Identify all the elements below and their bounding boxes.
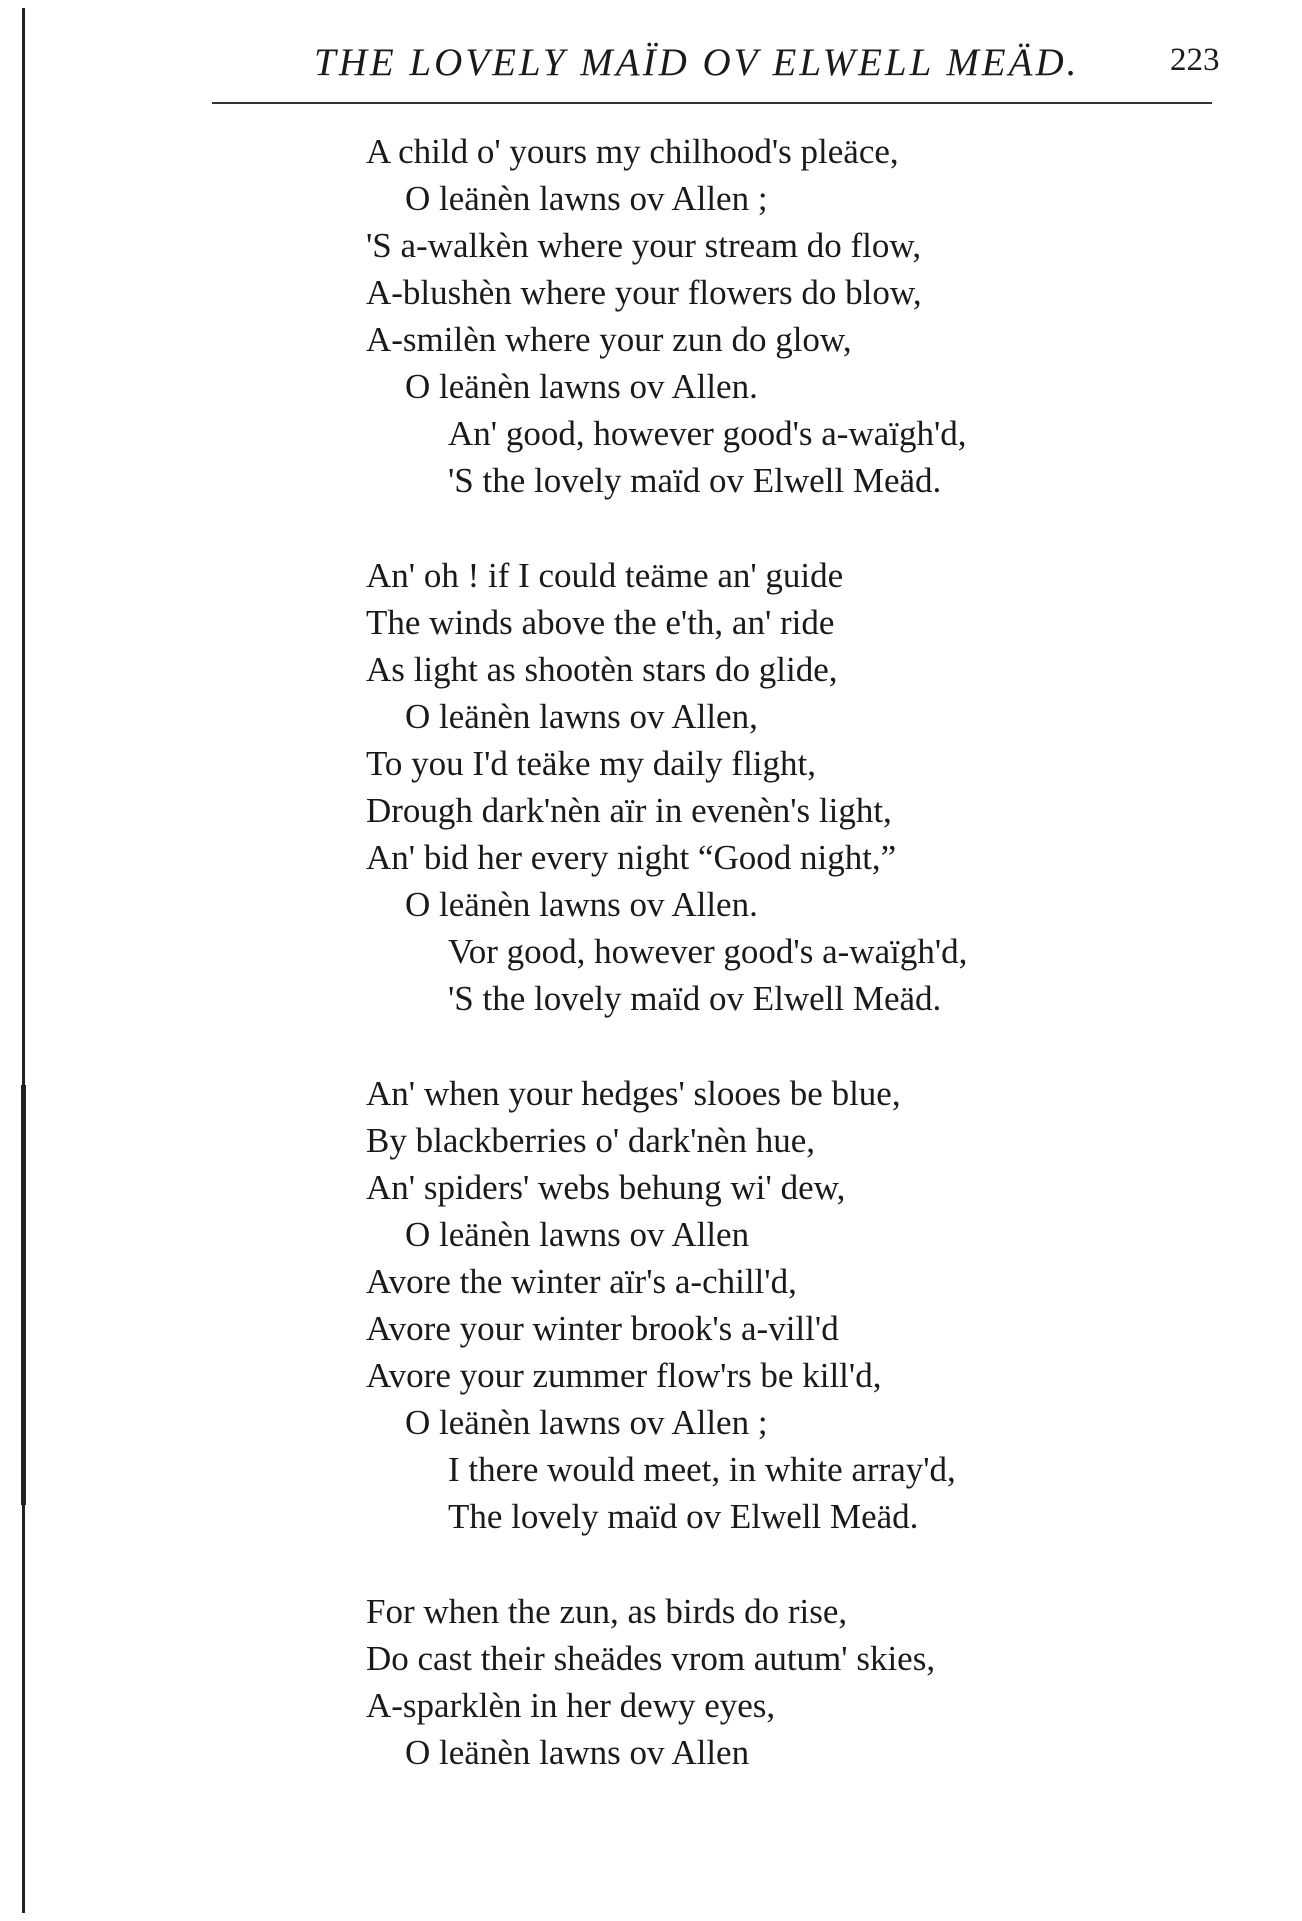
poem-line: An' bid her every night “Good night,” <box>366 838 897 877</box>
poem-line: O leänèn lawns ov Allen, <box>405 697 758 736</box>
poem-line: A child o' yours my chilhood's pleäce, <box>366 132 899 171</box>
stanza-3 <box>366 1070 1246 1540</box>
poem-line: A-sparklèn in her dewy eyes, <box>366 1686 776 1725</box>
poem-line: 'S a-walkèn where your stream do flow, <box>366 226 922 265</box>
poem-line: O leänèn lawns ov Allen ; <box>405 1403 768 1442</box>
poem-line: Vor good, however good's a-waïgh'd, <box>448 932 968 971</box>
poem-line: 'S the lovely maïd ov Elwell Meäd. <box>448 979 942 1018</box>
poem-line: The lovely maïd ov Elwell Meäd. <box>448 1497 919 1536</box>
page-header <box>0 40 1302 90</box>
stanza-2 <box>366 552 1246 1022</box>
poem-line: As light as shootèn stars do glide, <box>366 650 838 689</box>
poem-line: Do cast their sheädes vrom autum' skies, <box>366 1639 936 1678</box>
poem-line: Avore your winter brook's a-vill'd <box>366 1309 839 1348</box>
poem-line: Drough dark'nèn aïr in evenèn's light, <box>366 791 892 830</box>
poem-line: O leänèn lawns ov Allen ; <box>405 179 768 218</box>
poem-line: For when the zun, as birds do rise, <box>366 1592 848 1631</box>
poem-line: A-blushèn where your flowers do blow, <box>366 273 922 312</box>
poem-line: An' when your hedges' slooes be blue, <box>366 1074 901 1113</box>
poem-line: An' spiders' webs behung wi' dew, <box>366 1168 846 1207</box>
page-binding-edge-shadow <box>21 1085 26 1505</box>
header-rule <box>212 102 1212 104</box>
stanza-4 <box>366 1588 1246 1776</box>
poem-line: A-smilèn where your zun do glow, <box>366 320 852 359</box>
running-title: THE LOVELY MAÏD OV ELWELL MEÄD. <box>314 41 1080 84</box>
stanza-1 <box>366 128 1246 504</box>
poem-line: Avore the winter aïr's a-chill'd, <box>366 1262 797 1301</box>
page-binding-edge <box>22 8 25 1913</box>
poem-line: To you I'd teäke my daily flight, <box>366 744 817 783</box>
poem-body <box>366 128 1246 1824</box>
page-number: 223 <box>1170 42 1220 78</box>
poem-line: I there would meet, in white array'd, <box>448 1450 956 1489</box>
poem-line: 'S the lovely maïd ov Elwell Meäd. <box>448 461 942 500</box>
poem-line: O leänèn lawns ov Allen <box>405 1215 750 1254</box>
poem-line: O leänèn lawns ov Allen <box>405 1733 750 1772</box>
poem-line: By blackberries o' dark'nèn hue, <box>366 1121 815 1160</box>
poem-line: An' good, however good's a-waïgh'd, <box>448 414 967 453</box>
poem-line: An' oh ! if I could teäme an' guide <box>366 556 844 595</box>
poem-line: Avore your zummer flow'rs be kill'd, <box>366 1356 882 1395</box>
poem-line: O leänèn lawns ov Allen. <box>405 885 758 924</box>
poem-line: The winds above the e'th, an' ride <box>366 603 835 642</box>
poem-line: O leänèn lawns ov Allen. <box>405 367 758 406</box>
